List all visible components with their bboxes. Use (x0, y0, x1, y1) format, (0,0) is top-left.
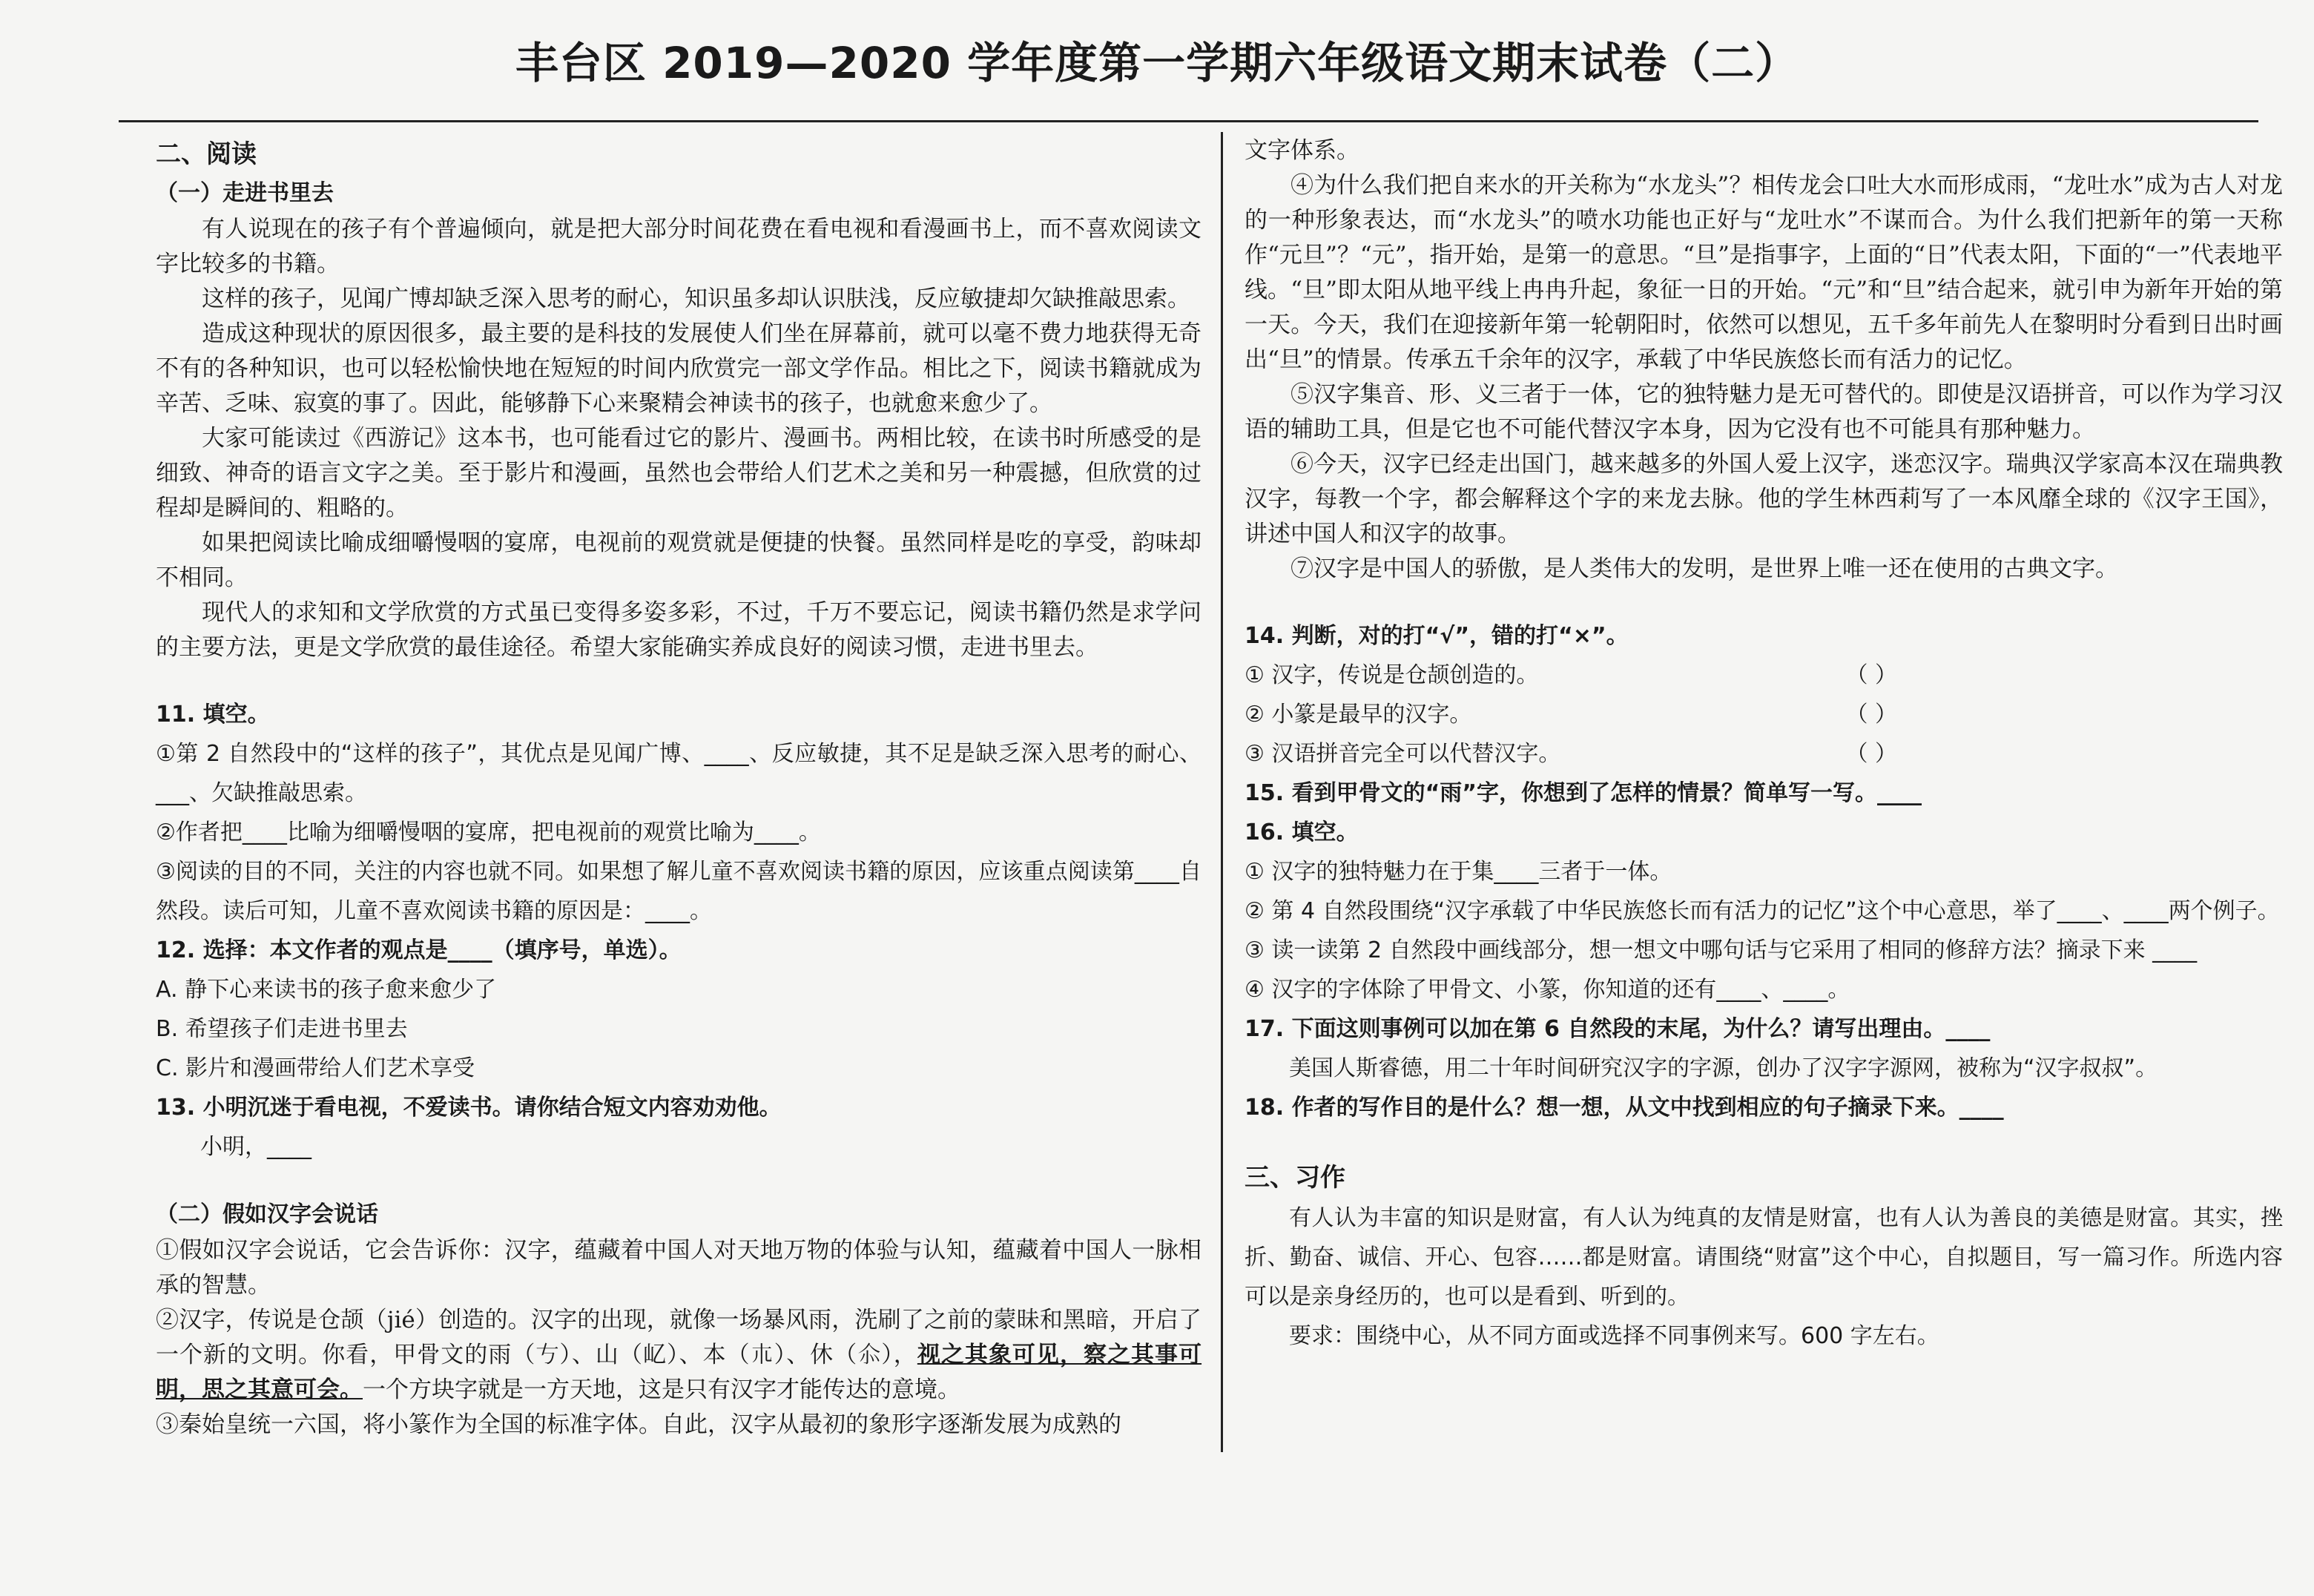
underlined-sentence: 视之其象可见，察之其事可明，思之其意可会。 (156, 1342, 1202, 1403)
question-16-item-2: ② 第 4 自然段围绕“汉字承载了中华民族悠长而有活力的记忆”这个中心意思，举了____、____两个例子。 (1245, 898, 2280, 924)
question-12-option-a: A. 静下心来读书的孩子愈来愈少了 (156, 977, 497, 1003)
question-12-heading: 12. 选择：本文作者的观点是____（填序号，单选）。 (156, 937, 682, 963)
question-12-option-c: C. 影片和漫画带给人们艺术享受 (156, 1055, 475, 1081)
article2-paragraph-2: ②汉字，传说是仓颉（jié）创造的。汉字的出现，就像一场暴风雨，洗刷了之前的蒙昧和黑暗，开启了一个新的文明。你看，甲骨文的雨（𠀁）、山（𡴭）、本（𣎳）、休（𠇍），视之其象可见，察之其事可明，思之其意可会。一个方块字就是一方天地，这是只有汉字才能传达的意境。 (156, 1307, 1202, 1403)
section-heading-writing: 三、习作 (1245, 1163, 1345, 1193)
article2-title: （二）假如汉字会说话 (156, 1201, 378, 1227)
question-18: 18. 作者的写作目的是什么？想一想，从文中找到相应的句子摘录下来。____ (1245, 1095, 2004, 1121)
article2-paragraph-6: ⑥今天，汉字已经走出国门，越来越多的外国人爱上汉字，迷恋汉字。瑞典汉学家高本汉在瑞典教汉字，每教一个字，都会解释这个字的来龙去脉。他的学生林西莉写了一本风靡全球的《汉字王国》，讲述中国人和汉字的故事。 (1245, 451, 2283, 547)
answer-bracket: （ ） (1845, 662, 1897, 688)
question-13-heading: 13. 小明沉迷于看电视，不爱读书。请你结合短文内容劝劝他。 (156, 1095, 782, 1121)
question-14-item-3: ③ 汉语拼音完全可以代替汉字。 （ ） (1245, 734, 1897, 774)
writing-prompt: 有人认为丰富的知识是财富，有人认为纯真的友情是财富，也有人认为善良的美德是财富。其实，挫折、勤奋、诚信、开心、包容……都是财富。请围绕“财富”这个中心，自拟题目，写一篇习作。所选内容可以是亲身经历的，也可以是看到、听到的。 (1245, 1205, 2283, 1310)
question-16-item-4: ④ 汉字的字体除了甲骨文、小篆，你知道的还有____、____。 (1245, 977, 1850, 1003)
column-divider (1221, 132, 1223, 1452)
question-12-option-b: B. 希望孩子们走进书里去 (156, 1016, 408, 1042)
oracle-mountain-glyph: 𡴭 (642, 1342, 668, 1368)
article2-paragraph-3-continued: 文字体系。 (1245, 137, 1359, 164)
oracle-root-glyph: 𣎳 (750, 1342, 774, 1368)
answer-bracket: （ ） (1845, 702, 1897, 728)
article1-title: （一）走进书里去 (156, 180, 334, 206)
question-16-item-1: ① 汉字的独特魅力在于集____三者于一体。 (1245, 859, 1672, 885)
article2-paragraph-3: ③秦始皇统一六国，将小篆作为全国的标准字体。自此，汉字从最初的象形字逐渐发展为成熟的 (156, 1411, 1121, 1438)
question-17-heading: 17. 下面这则事例可以加在第 6 自然段的末尾，为什么？请写出理由。____ (1245, 1016, 1991, 1042)
article1-paragraph-3: 造成这种现状的原因很多，最主要的是科技的发展使人们坐在屏幕前，就可以毫不费力地获得无奇不有的各种知识，也可以轻松愉快地在短短的时间内欣赏完一部文学作品。相比之下，阅读书籍就成为辛苦、乏味、寂寞的事了。因此，能够静下心来聚精会神读书的孩子，也就愈来愈少了。 (156, 320, 1202, 417)
question-11-item-1: ①第 2 自然段中的“这样的孩子”，其优点是见闻广博、____、反应敏捷，其不足是缺乏深入思考的耐心、___、欠缺推敲思索。 (156, 741, 1202, 806)
article1-paragraph-6: 现代人的求知和文学欣赏的方式虽已变得多姿多彩，不过，千万不要忘记，阅读书籍仍然是求学问的主要方法，更是文学欣赏的最佳途径。希望大家能确实养成良好的阅读习惯，走进书里去。 (156, 599, 1202, 661)
right-column (1245, 133, 2283, 1356)
question-14-item-2: ② 小篆是最早的汉字。 （ ） (1245, 695, 1897, 734)
question-17-example: 美国人斯睿德，用二十年时间研究汉字的字源，创办了汉字字源网，被称为“汉字叔叔”。 (1289, 1055, 2158, 1081)
page-title: 丰台区 2019—2020 学年度第一学期六年级语文期末试卷（二） (515, 38, 1799, 88)
article1-paragraph-4: 大家可能读过《西游记》这本书，也可能看过它的影片、漫画书。两相比较，在读书时所感受的是细致、神奇的语言文字之美。至于影片和漫画，虽然也会带给人们艺术之美和另一种震撼，但欣赏的过程却是瞬间的、粗略的。 (156, 425, 1202, 521)
title-rule (119, 120, 2258, 122)
question-11-item-2: ②作者把____比喻为细嚼慢咽的宴席，把电视前的观赏比喻为____。 (156, 820, 821, 845)
question-11-heading: 11. 填空。 (156, 702, 270, 728)
article1-paragraph-5: 如果把阅读比喻成细嚼慢咽的宴席，电视前的观赏就是便捷的快餐。虽然同样是吃的享受，韵味却不相同。 (156, 530, 1202, 591)
answer-bracket: （ ） (1845, 741, 1897, 767)
article2-paragraph-1: ①假如汉字会说话，它会告诉你：汉字，蕴藏着中国人对天地万物的体验与认知，蕴藏着中国人一脉相承的智慧。 (156, 1237, 1202, 1299)
article2-paragraph-5: ⑤汉字集音、形、义三者于一体，它的独特魅力是无可替代的。即使是汉语拼音，可以作为学习汉语的辅助工具，但是它也不可能代替汉字本身，因为它没有也不可能具有那种魅力。 (1245, 381, 2283, 443)
question-11-item-3: ③阅读的目的不同，关注的内容也就不同。如果想了解儿童不喜欢阅读书籍的原因，应该重点阅读第____自然段。读后可知，儿童不喜欢阅读书籍的原因是：____。 (156, 859, 1202, 924)
writing-requirement: 要求：围绕中心，从不同方面或选择不同事例来写。600 字左右。 (1289, 1323, 1939, 1349)
article2-paragraph-7: ⑦汉字是中国人的骄傲，是人类伟大的发明，是世界上唯一还在使用的古典文字。 (1290, 555, 2118, 582)
question-13-answer-line: 小明，____ (200, 1134, 312, 1160)
article1-paragraph-2: 这样的孩子，见闻广博却缺乏深入思考的耐心，知识虽多却认识肤浅，反应敏捷却欠缺推敲思索。 (202, 286, 1190, 312)
oracle-rain-glyph: 𠀁 (535, 1342, 560, 1368)
section-heading-reading: 二、阅读 (156, 139, 257, 169)
oracle-rest-glyph: 𠇍 (857, 1342, 882, 1368)
article1-paragraph-1: 有人说现在的孩子有个普遍倾向，就是把大部分时间花费在看电视和看漫画书上，而不喜欢阅读文字比较多的书籍。 (156, 216, 1202, 277)
question-16-item-3: ③ 读一读第 2 自然段中画线部分，想一想文中哪句话与它采用了相同的修辞方法？摘录下来 ____ (1245, 937, 2198, 963)
question-14-item-1: ① 汉字，传说是仓颉创造的。 （ ） (1245, 656, 1897, 695)
question-14-heading: 14. 判断，对的打“√”，错的打“×”。 (1245, 623, 1629, 649)
article2-paragraph-4: ④为什么我们把自来水的开关称为“水龙头”？相传龙会口吐大水而形成雨，“龙吐水”成为古人对龙的一种形象表达，而“水龙头”的喷水功能也正好与“龙吐水”不谋而合。为什么我们把新年的第一天称作“元旦”？“元”，指开始，是第一的意思。“旦”是指事字，上面的“日”代表太阳，下面的“一”代表地平线。“旦”即太阳从地平线上冉冉升起，象征一日的开始。“元”和“旦”结合起来，就引申为新年开始的第一天。今天，我们在迎接新年第一轮朝阳时，依然可以想见，五千多年前先人在黎明时分看到日出时画出“旦”的情景。传承五千余年的汉字，承载了中华民族悠长而有活力的记忆。 (1245, 172, 2283, 373)
left-column (156, 133, 1202, 1442)
question-16-heading: 16. 填空。 (1245, 820, 1359, 845)
question-15: 15. 看到甲骨文的“雨”字，你想到了怎样的情景？简单写一写。____ (1245, 780, 1922, 806)
